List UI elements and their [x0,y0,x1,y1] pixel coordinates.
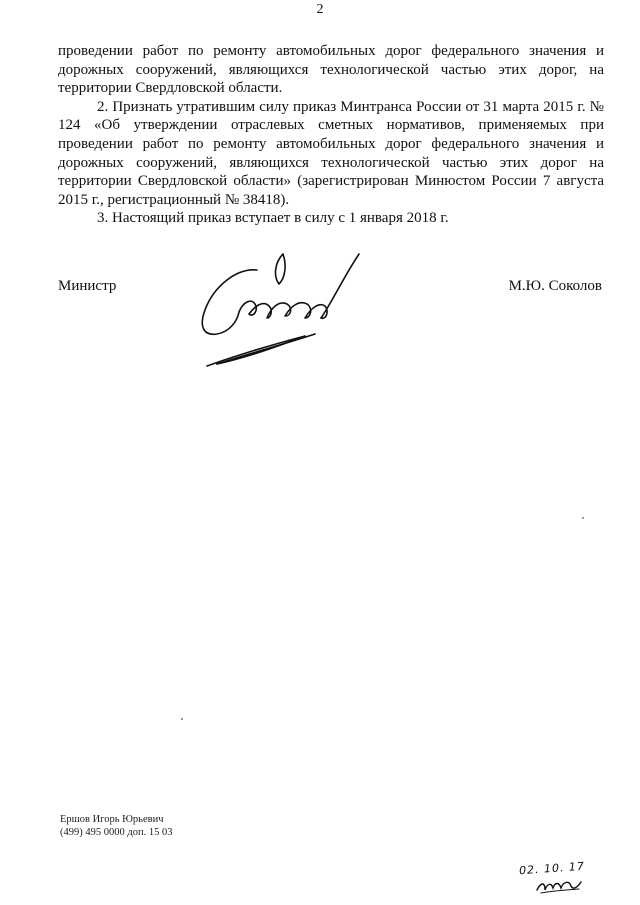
signer-name: М.Ю. Соколов [508,278,602,294]
document-body [58,42,604,228]
paragraph-continuation: проведении работ по ремонту автомобильных дорог федерального значения и дорожных сооружений, являющихся технологической частью этих дорог, на территории Свердловской области. [58,43,604,97]
scan-speck [582,517,584,519]
signer-title: Министр [58,278,117,294]
executor-phone: (499) 495 0000 доп. 15 03 [60,827,173,838]
scan-speck [181,718,183,720]
paragraph-item-2: 2. Признать утратившим силу приказ Минтранса России от 31 марта 2015 г. № 124 «Об утверждении отраслевых сметных нормативов, применяемых при проведении работ по ремонту автомобильных дорог федерального значения и дорожных сооружений, являющихся технологической частью этих дорог на территории Свердловской области» (зарегистрирован Минюстом России 7 августа 2015 г., регистрационный № 38418). [58,98,604,208]
handwritten-initials [535,876,583,896]
executor-info [60,813,172,839]
handwritten-date: 02. 10. 17 [518,859,586,878]
handwritten-date-note [515,859,605,898]
paragraph-item-3: 3. Настоящий приказ вступает в силу с 1 января 2018 г. [97,210,449,227]
handwritten-signature [195,248,365,373]
executor-name: Ершов Игорь Юрьевич [60,814,164,825]
page-number: 2 [316,2,324,17]
